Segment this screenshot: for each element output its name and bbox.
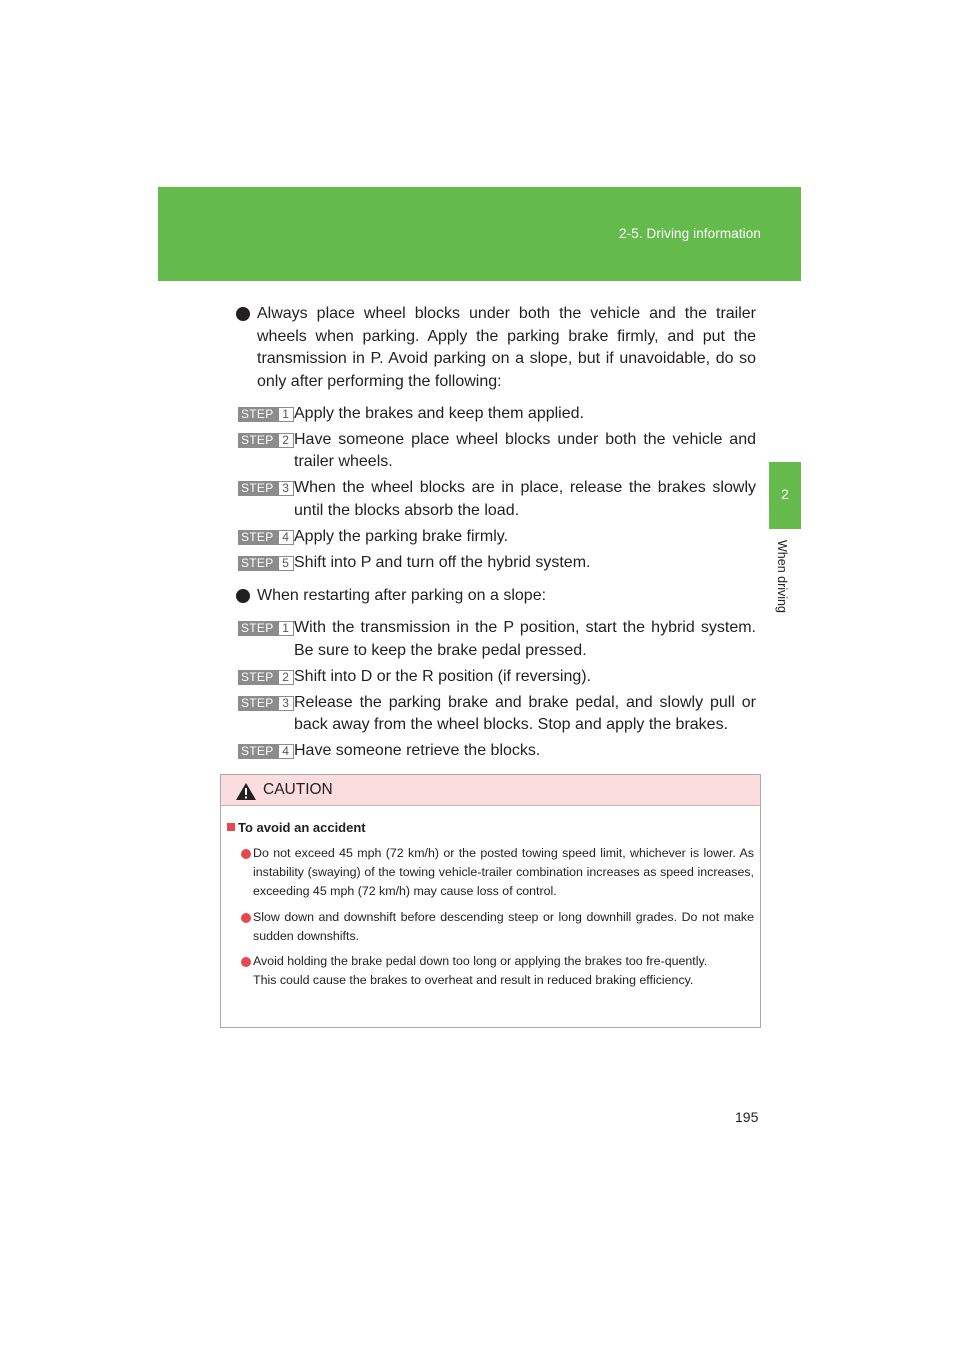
step-badge: STEP 4: [238, 530, 294, 545]
header-band: [158, 187, 801, 281]
step-badge: STEP 4: [238, 744, 294, 759]
step-text: Release the parking brake and brake pedal, and slowly pull or back away from the wheel blocks. Stop and apply the brakes.: [294, 693, 756, 734]
warning-triangle-icon: [235, 782, 257, 801]
step-item: [238, 740, 756, 763]
step-badge: STEP 3: [238, 481, 294, 496]
square-bullet-icon: [227, 823, 235, 831]
step-badge: STEP 2: [238, 670, 294, 685]
step-text: Have someone place wheel blocks under both the vehicle and trailer wheels.: [294, 430, 756, 471]
step-item: [238, 692, 756, 737]
step-item: [238, 429, 756, 474]
step-badge: STEP 5: [238, 556, 294, 571]
restart-steps: [238, 617, 756, 763]
chapter-number: 2: [781, 486, 789, 502]
caution-body: [221, 806, 760, 990]
step-item: [238, 477, 756, 522]
caution-item: Slow down and downshift before descending steep or long downhill grades. Do not make sudden downshifts.: [224, 908, 754, 946]
caution-item: Do not exceed 45 mph (72 km/h) or the posted towing speed limit, whichever is lower. As instability (swaying) of the towing vehicle-trailer combination increases as speed increases, exceeding 45 mph (72 km/h) may cause loss of control.: [224, 844, 754, 902]
step-item: [238, 526, 756, 549]
step-text: Shift into D or the R position (if reversing).: [294, 667, 592, 685]
bullet-dot-icon: [236, 307, 250, 321]
step-text: When the wheel blocks are in place, release the brakes slowly until the blocks absorb the load.: [294, 479, 756, 519]
caution-bullet-icon: [241, 913, 251, 923]
step-badge: STEP 1: [238, 621, 294, 636]
parking-steps: [238, 403, 756, 575]
step-item: [238, 666, 756, 689]
caution-title: CAUTION: [263, 781, 333, 798]
page-number: 195: [735, 1109, 759, 1125]
caution-note: This could cause the brakes to overheat and result in reduced braking efficiency.: [253, 973, 694, 988]
bullet-dot-icon: [236, 589, 250, 603]
step-item: [238, 617, 756, 662]
caution-box: [220, 774, 761, 1028]
main-content: [236, 303, 756, 774]
step-text: Shift into P and turn off the hybrid system.: [294, 553, 591, 571]
step-text: With the transmission in the P position, start the hybrid system. Be sure to keep the brake pedal pressed.: [294, 619, 756, 659]
step-item: [238, 552, 756, 575]
step-badge: STEP 2: [238, 433, 294, 448]
step-item: [238, 403, 756, 426]
section-title: 2-5. Driving information: [619, 226, 761, 241]
step-badge: STEP 1: [238, 407, 294, 422]
caution-item: Avoid holding the brake pedal down too long or applying the brakes too fre-quently. This could cause the brakes to overheat and result in reduced braking efficiency.: [224, 952, 754, 990]
step-badge: STEP 3: [238, 696, 294, 711]
bullet-restarting: [236, 585, 756, 608]
bullet-parking: [236, 303, 756, 394]
step-text: Apply the brakes and keep them applied.: [294, 404, 584, 422]
caution-header: [221, 775, 760, 806]
step-text: Apply the parking brake firmly.: [294, 527, 509, 545]
caution-subheading: To avoid an accident: [224, 820, 754, 835]
caution-bullet-icon: [241, 957, 251, 967]
bullet-text: Always place wheel blocks under both the vehicle and the trailer wheels when parking. Apply the parking brake firmly, and put the transmission in P. Avoid parking on a slope, but if unavoidable, do so only after performing the following:: [257, 305, 756, 391]
caution-bullet-icon: [241, 849, 251, 859]
chapter-label: When driving: [775, 540, 789, 613]
step-text: Have someone retrieve the blocks.: [294, 742, 541, 760]
bullet-text: When restarting after parking on a slope:: [257, 587, 547, 605]
chapter-tab: [769, 462, 801, 529]
